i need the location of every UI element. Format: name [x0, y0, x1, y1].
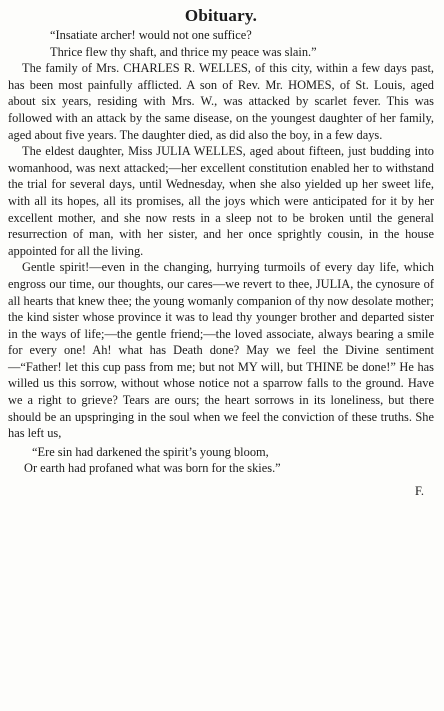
article-title: Obituary. [184, 6, 258, 25]
closing-verse [8, 444, 434, 477]
author-signature: F. [415, 484, 424, 499]
verse-line: Or earth had profaned what was born for the skies.” [24, 461, 281, 476]
paragraph-eldest-daughter: The eldest daughter, Miss JULIA WELLES, aged about fifteen, just budding into womanhood, was next attacked;—her excellent constitution enabled her to withstand the trial for several days, until Wednesday, when she also yielded up her sweet life, with all its hopes, all its promises, all the joys which were anticipated for it by her excellent mother, and she now rests in a sleep not to be broken until the general resurrection of man, with her sister, and her once sprightly cousin, in the house appointed for all the living. [8, 144, 434, 258]
epigraph-line: Thrice flew thy shaft, and thrice my peace was slain.” [50, 44, 317, 59]
paragraph-gentle-spirit: Gentle spirit!—even in the changing, hurrying turmoils of every day life, which engross our time, our thoughts, our cares—we revert to thee, JULIA, the cynosure of all hearts that knew thee; the young womanly companion of thy now desolate mother; the kind sister whose province it was to lead thy younger brother and departed sister in the ways of life;—the gentle friend;—the loved associate, always bearing a smile for every one! Ah! what has Death done? May we feel the Divine sentiment—“Father! let this cup pass from me; but not MY will, but THINE be done!” He has willed us this sorrow, without whose notice not a sparrow falls to the ground. Have we a right to grieve? Tears are ours; the heart sorrows in its loneliness, but there should be an upspringing in the soul when we feel the conviction of these truths. She has left us, [8, 260, 434, 441]
epigraph-line: “Insatiate archer! would not one suffice? [50, 28, 252, 42]
verse-line: “Ere sin had darkened the spirit’s young bloom, [32, 444, 269, 459]
paragraph-family-affliction: The family of Mrs. CHARLES R. WELLES, of this city, within a few days past, has been most painfully afflicted. A son of Rev. Mr. HOMES, of St. Louis, aged about six years, residing with Mrs. W., was attacked by scarlet fever. This was followed with an attack by the same disease, on the youngest daughter of her family, aged about five years. The daughter died, as did also the boy, in a few days. [8, 61, 434, 142]
epigraph [8, 27, 434, 60]
